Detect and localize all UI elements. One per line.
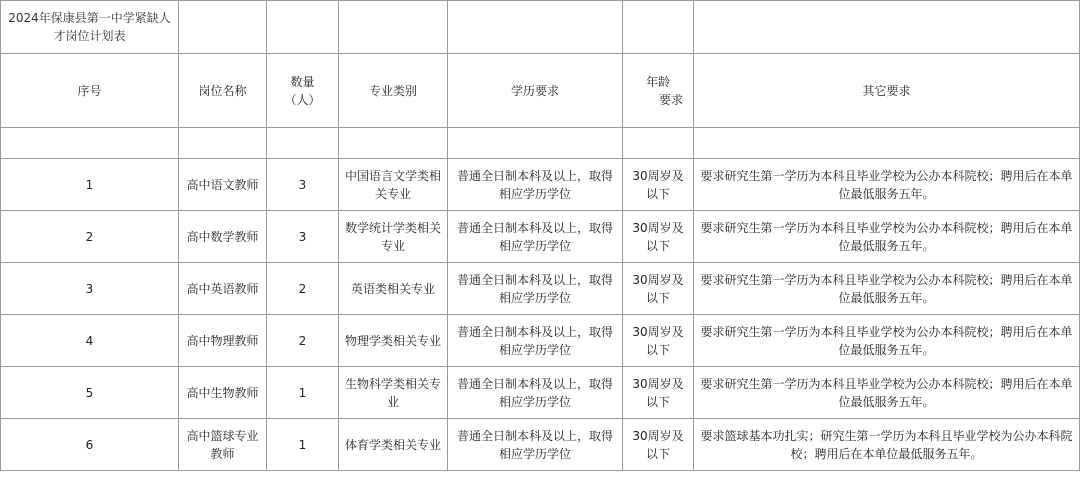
header-qty-line2: （人） (284, 92, 321, 107)
cell-post: 高中篮球专业教师 (179, 419, 267, 471)
header-qty (267, 54, 339, 128)
header-other: 其它要求 (694, 54, 1080, 128)
cell-qty: 2 (267, 315, 339, 367)
cell-qty: 3 (267, 211, 339, 263)
cell-post: 高中语文教师 (179, 159, 267, 211)
cell-major: 中国语言文学类相关专业 (339, 159, 448, 211)
table-row (1, 159, 1080, 211)
cell-edu: 普通全日制本科及以上，取得相应学历学位 (448, 263, 623, 315)
cell-age: 30周岁及以下 (623, 367, 694, 419)
empty-cell (623, 1, 694, 54)
cell-other: 要求篮球基本功扎实；研究生第一学历为本科且毕业学校为公办本科院校；聘用后在本单位最低服务五年。 (694, 419, 1080, 471)
header-seq: 序号 (1, 54, 179, 128)
cell-seq: 4 (1, 315, 179, 367)
cell-age: 30周岁及以下 (623, 211, 694, 263)
blank-row (1, 128, 1080, 159)
table-row (1, 419, 1080, 471)
cell-post: 高中英语教师 (179, 263, 267, 315)
cell-seq: 3 (1, 263, 179, 315)
cell-seq: 6 (1, 419, 179, 471)
cell-age: 30周岁及以下 (623, 159, 694, 211)
table-row (1, 367, 1080, 419)
cell-post: 高中物理教师 (179, 315, 267, 367)
empty-cell (694, 1, 1080, 54)
table-row (1, 211, 1080, 263)
cell-major: 生物科学类相关专业 (339, 367, 448, 419)
cell-qty: 1 (267, 419, 339, 471)
header-age (623, 54, 694, 128)
cell-other: 要求研究生第一学历为本科且毕业学校为公办本科院校；聘用后在本单位最低服务五年。 (694, 367, 1080, 419)
empty-cell (267, 1, 339, 54)
cell-edu: 普通全日制本科及以上，取得相应学历学位 (448, 367, 623, 419)
cell-age: 30周岁及以下 (623, 315, 694, 367)
cell-major: 英语类相关专业 (339, 263, 448, 315)
cell-age: 30周岁及以下 (623, 419, 694, 471)
cell-seq: 2 (1, 211, 179, 263)
header-age-line2: 要求 (658, 92, 683, 107)
cell-seq: 1 (1, 159, 179, 211)
cell-edu: 普通全日制本科及以上，取得相应学历学位 (448, 315, 623, 367)
table-row (1, 263, 1080, 315)
cell-qty: 2 (267, 263, 339, 315)
empty-cell (339, 1, 448, 54)
empty-cell (179, 1, 267, 54)
cell-edu: 普通全日制本科及以上，取得相应学历学位 (448, 211, 623, 263)
cell-other: 要求研究生第一学历为本科且毕业学校为公办本科院校；聘用后在本单位最低服务五年。 (694, 263, 1080, 315)
header-age-line1: 年龄 (645, 74, 670, 89)
cell-other: 要求研究生第一学历为本科且毕业学校为公办本科院校；聘用后在本单位最低服务五年。 (694, 211, 1080, 263)
table-row (1, 315, 1080, 367)
cell-qty: 1 (267, 367, 339, 419)
cell-major: 体育学类相关专业 (339, 419, 448, 471)
cell-age: 30周岁及以下 (623, 263, 694, 315)
cell-other: 要求研究生第一学历为本科且毕业学校为公办本科院校；聘用后在本单位最低服务五年。 (694, 315, 1080, 367)
cell-major: 物理学类相关专业 (339, 315, 448, 367)
header-post: 岗位名称 (179, 54, 267, 128)
cell-qty: 3 (267, 159, 339, 211)
table-title: 2024年保康县第一中学紧缺人才岗位计划表 (1, 1, 179, 54)
cell-post: 高中数学教师 (179, 211, 267, 263)
cell-edu: 普通全日制本科及以上，取得相应学历学位 (448, 419, 623, 471)
cell-edu: 普通全日制本科及以上，取得相应学历学位 (448, 159, 623, 211)
cell-major: 数学统计学类相关专业 (339, 211, 448, 263)
empty-cell (448, 1, 623, 54)
header-major: 专业类别 (339, 54, 448, 128)
cell-post: 高中生物教师 (179, 367, 267, 419)
cell-seq: 5 (1, 367, 179, 419)
header-row (1, 54, 1080, 128)
header-edu: 学历要求 (448, 54, 623, 128)
cell-other: 要求研究生第一学历为本科且毕业学校为公办本科院校；聘用后在本单位最低服务五年。 (694, 159, 1080, 211)
header-qty-line1: 数量 (290, 74, 315, 89)
